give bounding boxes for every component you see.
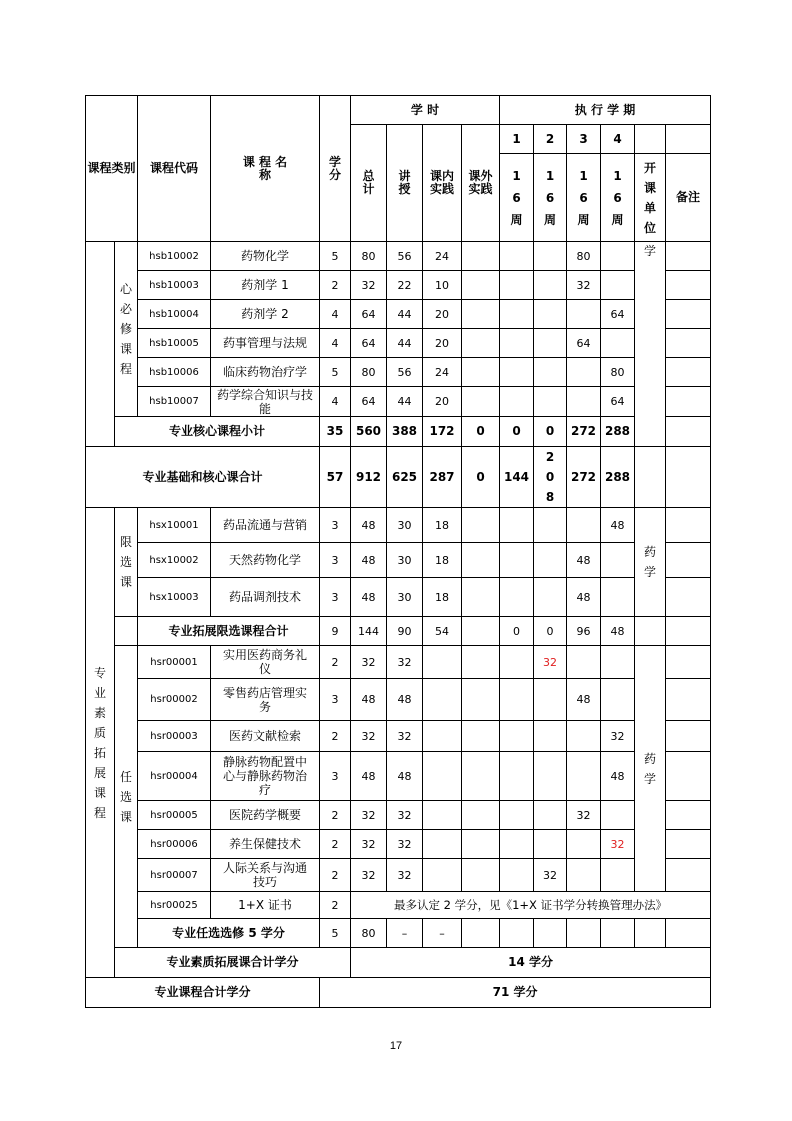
core-subtotal-label: 专业核心课程小计 (115, 417, 320, 447)
course-lecture: 44 (387, 300, 423, 329)
course-s1 (500, 752, 534, 801)
course-s3: 64 (567, 329, 601, 358)
header-hours-in: 课内实践 (423, 125, 462, 242)
course-s2 (534, 752, 567, 801)
course-s1 (500, 646, 534, 679)
course-code: hsb10007 (138, 387, 211, 417)
course-note (666, 679, 711, 721)
course-s4: 48 (601, 752, 635, 801)
course-s3: 32 (567, 271, 601, 300)
course-s2: 32 (534, 859, 567, 892)
subtotal-s2: 0 (534, 417, 567, 447)
course-s4 (601, 271, 635, 300)
course-s3 (567, 300, 601, 329)
subtotal-in: 172 (423, 417, 462, 447)
course-credit: 4 (320, 387, 351, 417)
course-code: hsb10005 (138, 329, 211, 358)
course-s2 (534, 578, 567, 617)
total-credit: 57 (320, 447, 351, 508)
course-name: 临床药物治疗学 (211, 358, 320, 387)
curriculum-table (85, 95, 711, 1008)
core-unit: 学 (635, 242, 666, 447)
course-s4 (601, 329, 635, 358)
course-total: 32 (351, 271, 387, 300)
course-in: 20 (423, 329, 462, 358)
course-s1 (500, 679, 534, 721)
course-name: 药学综合知识与技能 (211, 387, 320, 417)
blank-cell (567, 919, 601, 948)
expand-category: 专业素质拓展课程 (86, 508, 115, 978)
course-s3 (567, 721, 601, 752)
course-s2: 32 (534, 646, 567, 679)
course-s1 (500, 242, 534, 271)
course-name: 药事管理与法规 (211, 329, 320, 358)
course-in: 18 (423, 578, 462, 617)
course-note (666, 271, 711, 300)
limited-label: 限选课 (115, 508, 138, 617)
course-s1 (500, 859, 534, 892)
course-lecture: 32 (387, 801, 423, 830)
course-total: 32 (351, 721, 387, 752)
course-lecture: 44 (387, 329, 423, 358)
course-s2 (534, 801, 567, 830)
course-s3 (567, 646, 601, 679)
course-s4 (601, 679, 635, 721)
course-name: 医药文献检索 (211, 721, 320, 752)
course-s4 (601, 242, 635, 271)
course-total: 48 (351, 679, 387, 721)
course-total: 32 (351, 801, 387, 830)
course-s4: 64 (601, 387, 635, 417)
blank-cell (635, 125, 666, 154)
course-s2 (534, 679, 567, 721)
subtotal-credit: 9 (320, 617, 351, 646)
course-in (423, 721, 462, 752)
total-s1: 144 (500, 447, 534, 508)
course-note (666, 578, 711, 617)
course-out (462, 830, 500, 859)
blank-cell (635, 617, 666, 646)
course-in (423, 859, 462, 892)
header-hours-lecture: 讲授 (387, 125, 423, 242)
course-lecture: 30 (387, 508, 423, 543)
course-s3: 80 (567, 242, 601, 271)
subtotal-out: 0 (462, 417, 500, 447)
course-lecture: 32 (387, 830, 423, 859)
header-semester: 执 行 学 期 (500, 96, 711, 125)
course-in: 24 (423, 358, 462, 387)
subtotal-total: 80 (351, 919, 387, 948)
course-s3 (567, 387, 601, 417)
course-code: hsx10002 (138, 543, 211, 578)
subtotal-s1: 0 (500, 417, 534, 447)
course-out (462, 508, 500, 543)
course-s3 (567, 859, 601, 892)
course-credit: 3 (320, 543, 351, 578)
course-out (462, 679, 500, 721)
course-code: hsr00006 (138, 830, 211, 859)
course-s2 (534, 329, 567, 358)
course-lecture: 30 (387, 578, 423, 617)
course-total: 48 (351, 752, 387, 801)
elective-unit: 药学 (635, 646, 666, 892)
course-s4: 32 (601, 830, 635, 859)
core-group-label: 心必修课程 (115, 242, 138, 417)
course-out (462, 646, 500, 679)
header-code: 课程代码 (138, 96, 211, 242)
course-lecture: 32 (387, 859, 423, 892)
course-s4 (601, 578, 635, 617)
course-in: 18 (423, 543, 462, 578)
course-note (666, 508, 711, 543)
course-code: hsb10006 (138, 358, 211, 387)
subtotal-credit: 5 (320, 919, 351, 948)
course-lecture: 32 (387, 721, 423, 752)
course-code: hsr00007 (138, 859, 211, 892)
course-credit: 4 (320, 329, 351, 358)
course-lecture: 22 (387, 271, 423, 300)
course-s4 (601, 859, 635, 892)
blank-cell (666, 617, 711, 646)
course-out (462, 859, 500, 892)
header-hours-total: 总计 (351, 125, 387, 242)
page-number: 17 (389, 1040, 403, 1052)
blank-cell (462, 919, 500, 948)
course-s1 (500, 543, 534, 578)
grand-total-value: 71 学分 (320, 978, 711, 1008)
course-s1 (500, 578, 534, 617)
course-s2 (534, 300, 567, 329)
blank-cell (666, 125, 711, 154)
course-code: hsb10003 (138, 271, 211, 300)
course-in (423, 752, 462, 801)
elective-subtotal-label: 专业任选选修 5 学分 (138, 919, 320, 948)
total-lecture: 625 (387, 447, 423, 508)
course-s3 (567, 358, 601, 387)
course-code: hsx10003 (138, 578, 211, 617)
course-out (462, 801, 500, 830)
course-credit: 3 (320, 508, 351, 543)
course-credit: 2 (320, 646, 351, 679)
course-lecture: 44 (387, 387, 423, 417)
course-s3 (567, 830, 601, 859)
course-note (666, 830, 711, 859)
total-s2: 208 (534, 447, 567, 508)
subtotal-s3: 272 (567, 417, 601, 447)
limited-subtotal-label: 专业拓展限选课程合计 (138, 617, 320, 646)
course-out (462, 242, 500, 271)
course-note (666, 329, 711, 358)
course-total: 32 (351, 859, 387, 892)
sem-weeks-1: 16周 (500, 154, 534, 242)
course-s3: 48 (567, 578, 601, 617)
blank-cell (635, 447, 666, 508)
header-unit: 开课单位 (635, 154, 666, 242)
sem-weeks-4: 16周 (601, 154, 635, 242)
total-in: 287 (423, 447, 462, 508)
course-note (666, 358, 711, 387)
course-name: 实用医药商务礼仪 (211, 646, 320, 679)
course-lecture: 32 (387, 646, 423, 679)
course-credit: 2 (320, 830, 351, 859)
header-name: 课 程 名 称 (211, 96, 320, 242)
course-in: 20 (423, 387, 462, 417)
course-s3: 32 (567, 801, 601, 830)
sem-num-1: 1 (500, 125, 534, 154)
course-s4 (601, 801, 635, 830)
course-out (462, 358, 500, 387)
cert-name: 1+X 证书 (211, 892, 320, 919)
total-s4: 288 (601, 447, 635, 508)
course-s4: 80 (601, 358, 635, 387)
course-s4: 32 (601, 721, 635, 752)
subtotal-total: 560 (351, 417, 387, 447)
header-note: 备注 (666, 154, 711, 242)
blank-cell (601, 919, 635, 948)
subtotal-in: – (423, 919, 462, 948)
course-name: 药物化学 (211, 242, 320, 271)
course-total: 80 (351, 358, 387, 387)
sem-weeks-2: 16周 (534, 154, 567, 242)
course-total: 48 (351, 578, 387, 617)
blank-cell (534, 919, 567, 948)
blank-cell (115, 617, 138, 646)
blank-cell (635, 919, 666, 948)
course-note (666, 801, 711, 830)
course-in: 20 (423, 300, 462, 329)
course-name: 医院药学概要 (211, 801, 320, 830)
course-s1 (500, 801, 534, 830)
course-out (462, 543, 500, 578)
course-in (423, 679, 462, 721)
total-s3: 272 (567, 447, 601, 508)
course-name: 养生保健技术 (211, 830, 320, 859)
course-credit: 2 (320, 801, 351, 830)
subtotal-s1: 0 (500, 617, 534, 646)
course-note (666, 859, 711, 892)
course-s1 (500, 358, 534, 387)
course-code: hsb10004 (138, 300, 211, 329)
course-note (666, 387, 711, 417)
course-out (462, 387, 500, 417)
course-s2 (534, 387, 567, 417)
course-code: hsb10002 (138, 242, 211, 271)
course-s3 (567, 752, 601, 801)
course-out (462, 329, 500, 358)
course-s2 (534, 271, 567, 300)
course-name: 药剂学 2 (211, 300, 320, 329)
subtotal-s4: 288 (601, 417, 635, 447)
course-name: 人际关系与沟通技巧 (211, 859, 320, 892)
course-s2 (534, 543, 567, 578)
course-note (666, 646, 711, 679)
course-s1 (500, 830, 534, 859)
course-credit: 2 (320, 859, 351, 892)
cert-code: hsr00025 (138, 892, 211, 919)
header-hours-out: 课外实践 (462, 125, 500, 242)
course-total: 64 (351, 329, 387, 358)
course-s1 (500, 508, 534, 543)
course-code: hsr00005 (138, 801, 211, 830)
course-name: 药品流通与营销 (211, 508, 320, 543)
course-in: 24 (423, 242, 462, 271)
course-out (462, 578, 500, 617)
expand-total-value: 14 学分 (351, 948, 711, 978)
course-in: 18 (423, 508, 462, 543)
course-note (666, 721, 711, 752)
course-name: 药剂学 1 (211, 271, 320, 300)
sem-num-4: 4 (601, 125, 635, 154)
subtotal-out (462, 617, 500, 646)
blank-cell (500, 919, 534, 948)
course-s2 (534, 721, 567, 752)
course-in (423, 830, 462, 859)
course-s1 (500, 721, 534, 752)
course-code: hsr00003 (138, 721, 211, 752)
limited-unit: 药学 (635, 508, 666, 617)
header-hours: 学 时 (351, 96, 500, 125)
course-credit: 5 (320, 242, 351, 271)
grand-total-label: 专业课程合计学分 (86, 978, 320, 1008)
course-s4 (601, 646, 635, 679)
cert-credit: 2 (320, 892, 351, 919)
course-total: 48 (351, 508, 387, 543)
course-credit: 3 (320, 679, 351, 721)
course-out (462, 271, 500, 300)
course-s2 (534, 508, 567, 543)
course-lecture: 56 (387, 242, 423, 271)
course-name: 天然药物化学 (211, 543, 320, 578)
course-in (423, 801, 462, 830)
course-credit: 3 (320, 578, 351, 617)
course-s1 (500, 329, 534, 358)
course-s2 (534, 358, 567, 387)
course-s2 (534, 830, 567, 859)
course-s4: 48 (601, 508, 635, 543)
cert-note: 最多认定 2 学分，见《1+X 证书学分转换管理办法》 (351, 892, 711, 919)
course-total: 32 (351, 830, 387, 859)
total-hours: 912 (351, 447, 387, 508)
course-note (666, 300, 711, 329)
course-credit: 2 (320, 271, 351, 300)
sem-num-3: 3 (567, 125, 601, 154)
course-credit: 3 (320, 752, 351, 801)
sem-num-2: 2 (534, 125, 567, 154)
basic-core-total-label: 专业基础和核心课合计 (86, 447, 320, 508)
course-lecture: 48 (387, 752, 423, 801)
subtotal-s2: 0 (534, 617, 567, 646)
subtotal-lecture: 90 (387, 617, 423, 646)
header-category: 课程类别 (86, 96, 138, 242)
course-code: hsr00002 (138, 679, 211, 721)
course-note (666, 752, 711, 801)
course-name: 静脉药物配置中心与静脉药物治疗 (211, 752, 320, 801)
course-s3 (567, 508, 601, 543)
course-out (462, 752, 500, 801)
subtotal-lecture: 388 (387, 417, 423, 447)
course-out (462, 721, 500, 752)
course-s3: 48 (567, 543, 601, 578)
subtotal-credit: 35 (320, 417, 351, 447)
elective-label: 任选课 (115, 646, 138, 948)
course-note (666, 543, 711, 578)
expand-total-label: 专业素质拓展课合计学分 (115, 948, 351, 978)
blank-cell (666, 919, 711, 948)
course-out (462, 300, 500, 329)
course-lecture: 56 (387, 358, 423, 387)
sem-weeks-3: 16周 (567, 154, 601, 242)
course-s1 (500, 300, 534, 329)
course-s2 (534, 242, 567, 271)
course-in: 10 (423, 271, 462, 300)
course-total: 80 (351, 242, 387, 271)
subtotal-total: 144 (351, 617, 387, 646)
course-note (666, 242, 711, 271)
course-s1 (500, 271, 534, 300)
subtotal-s3: 96 (567, 617, 601, 646)
course-lecture: 48 (387, 679, 423, 721)
course-in (423, 646, 462, 679)
course-s1 (500, 387, 534, 417)
course-total: 48 (351, 543, 387, 578)
subtotal-in: 54 (423, 617, 462, 646)
course-credit: 2 (320, 721, 351, 752)
course-total: 64 (351, 300, 387, 329)
course-s4 (601, 543, 635, 578)
course-lecture: 30 (387, 543, 423, 578)
subtotal-s4: 48 (601, 617, 635, 646)
course-code: hsr00001 (138, 646, 211, 679)
blank-cell (666, 417, 711, 447)
subtotal-lecture: – (387, 919, 423, 948)
total-out: 0 (462, 447, 500, 508)
course-credit: 4 (320, 300, 351, 329)
course-code: hsr00004 (138, 752, 211, 801)
course-name: 药品调剂技术 (211, 578, 320, 617)
course-s4: 64 (601, 300, 635, 329)
course-s3: 48 (567, 679, 601, 721)
blank-cell (666, 447, 711, 508)
blank-cell (86, 242, 115, 447)
header-credit: 学分 (320, 96, 351, 242)
course-total: 64 (351, 387, 387, 417)
course-total: 32 (351, 646, 387, 679)
course-credit: 5 (320, 358, 351, 387)
course-name: 零售药店管理实务 (211, 679, 320, 721)
course-code: hsx10001 (138, 508, 211, 543)
